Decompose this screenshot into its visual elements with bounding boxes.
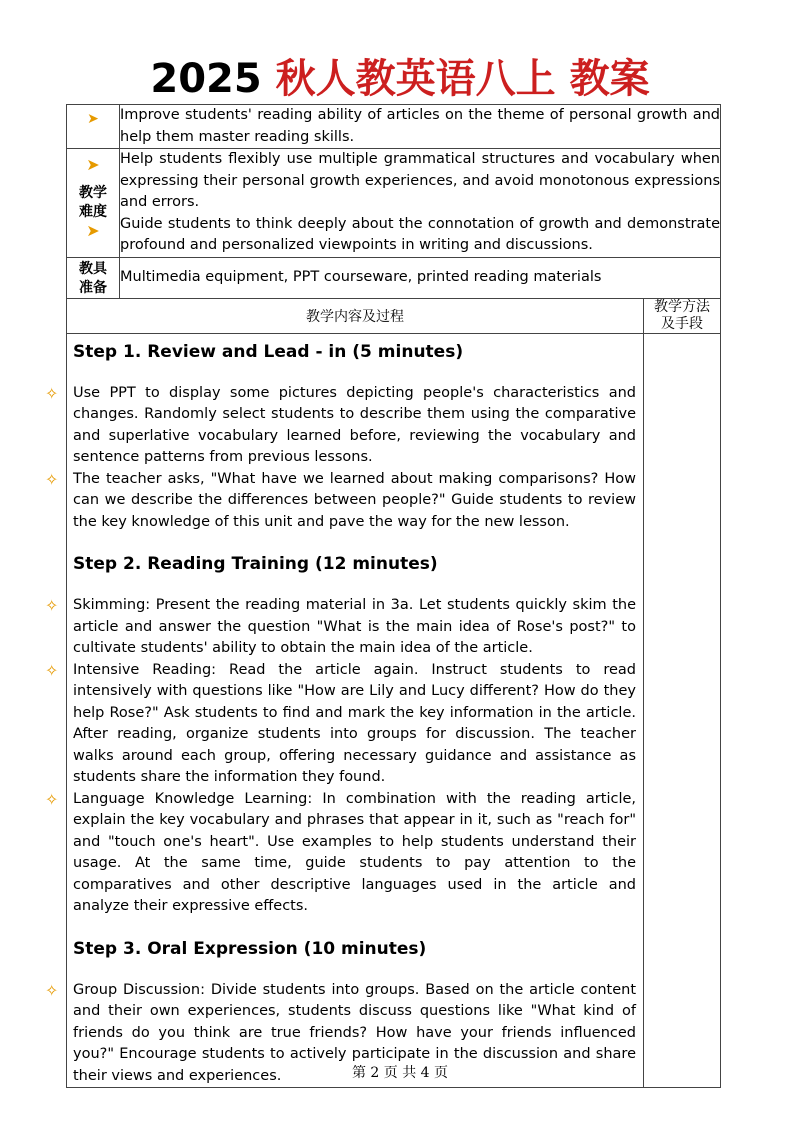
page-number: 第 2 页 共 4 页 [351,1065,449,1081]
title-suffix: 教案 [569,56,650,102]
step-2 [45,552,636,918]
step-title: Step 2. Reading Training (12 minutes) [73,554,438,574]
methods-cell [644,333,721,1088]
step-paragraph: ✧ Use PPT to display some pictures depicting people's characteristics and changes. Randomly select students to describe them using the comparative and superlative vocabulary learned before, reviewing the vocabulary and sentence patterns from previous lessons. [45,383,636,465]
title-year: 2025 [150,56,262,102]
difficulty-item: Help students flexibly use multiple grammatical structures and vocabulary when expressing their personal growth experiences, and avoid monotonous expressions and errors. [120,151,720,210]
step-1 [45,340,636,534]
diamond-bullet-icon: ✧ [45,469,59,489]
objectives-text: Improve students' reading ability of articles on the theme of personal growth and help them master reading skills. [120,105,721,149]
document-title [0,55,800,103]
diamond-bullet-icon: ✧ [45,383,59,403]
title-main: 人教英语八上 [315,56,556,102]
difficulty-row [67,149,721,258]
step-paragraph: ✧ The teacher asks, "What have we learned about making comparisons? How can we describe the differences between people?" Guide students to review the key knowledge of this unit and pave the way for the new lesson. [45,469,636,530]
column-header-row [67,298,721,333]
materials-row [67,257,721,298]
teaching-process-row [67,333,721,1088]
arrow-bullet-icon: ➤ [87,111,99,127]
materials-text: Multimedia equipment, PPT courseware, printed reading materials [120,257,721,298]
materials-label-cell [67,257,120,298]
step-paragraph: ✧ Skimming: Present the reading material in 3a. Let students quickly skim the article and answer the question "What is the main idea of Rose's post?" to cultivate students' ability to obtain the main idea of the article. [45,596,636,656]
diamond-bullet-icon: ✧ [45,660,59,680]
process-column-header: 教学内容及过程 [67,298,644,333]
difficulty-item: Guide students to think deeply about the connotation of growth and demonstrate profound and personalized viewpoints in writing and discussions. [120,215,720,253]
difficulty-label-cell [67,149,120,258]
title-highlight: 秋 [275,56,316,102]
objectives-row [67,105,721,149]
step-paragraph: ✧ Intensive Reading: Read the article again. Instruct students to read intensively with questions like "How are Lily and Lucy different? How do they help Rose?" Ask students to find and mark the key information in the article. After reading, organize students into groups for discussion. The teacher walks around each group, offering necessary guidance and assistance as students share the information they found. [45,660,636,785]
difficulty-items [120,149,721,258]
step-paragraph: ✧ Language Knowledge Learning: In combination with the reading article, explain the key vocabulary and phrases that appear in it, such as "reach for" and "touch one's heart". Use examples to help students understand their usage. At the same time, guide students to pay attention to the comparatives and other descriptive languages used in the article and analyze their expressive effects. [45,789,636,914]
materials-label: 教具 准备 [79,260,107,296]
lesson-plan-table [45,104,721,1088]
step-title: Step 1. Review and Lead - in (5 minutes) [73,341,464,362]
step-title: Step 3. Oral Expression (10 minutes) [73,938,427,959]
methods-column-header: 教学方法 及手段 [644,298,721,333]
difficulty-label: 教学 难度 [79,185,107,220]
step-paragraph: ✧ Group Discussion: Divide students into groups. Based on the article content and their own experiences, students discuss questions like "What kind of friends do you think are true friends? How have your friends influenced you?" Encourage students to actively participate in the discussion and share their views and experiences. [45,980,636,1084]
arrow-bullet-icon: ➤ [86,221,100,240]
objectives-marker-cell [67,105,120,149]
teaching-process-cell [45,333,644,1088]
diamond-bullet-icon: ✧ [45,596,59,615]
diamond-bullet-icon: ✧ [45,980,59,1000]
arrow-bullet-icon: ➤ [86,155,100,174]
diamond-bullet-icon: ✧ [45,789,59,809]
